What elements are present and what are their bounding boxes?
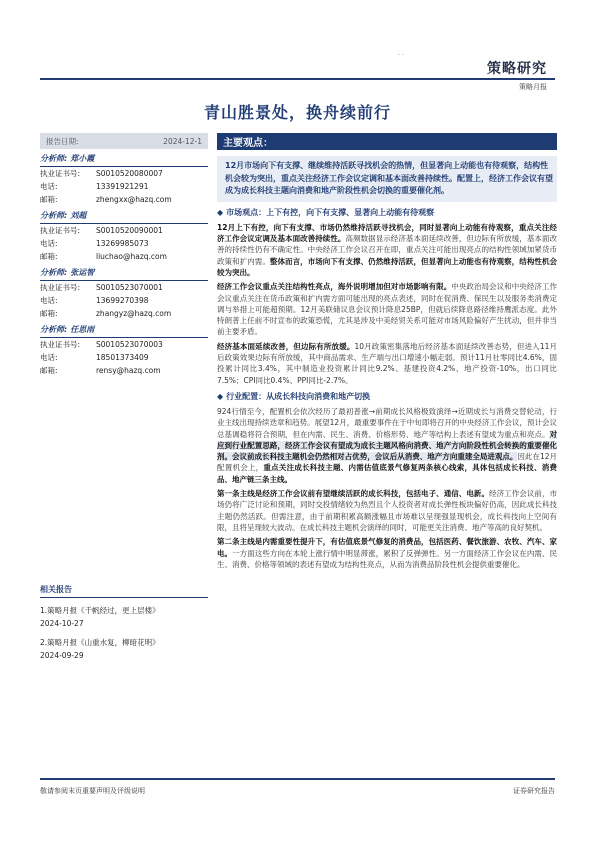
doc-subtype: 策略月报	[519, 83, 547, 91]
paragraph	[217, 341, 557, 386]
phone-value: 13699270398	[96, 296, 149, 305]
analyst-role: 分析师:	[40, 268, 68, 277]
para-text: 高频数据显示经济基本面延续改善，但边际有所放缓，基本面改善的持续性仍有不确定性。中央经济工作会议召开在即，重点关注可能出现亮点的结构性领域加紧货币政策和扩内需。	[217, 234, 558, 266]
analyst-email-row	[40, 250, 208, 263]
analyst-block	[40, 208, 208, 263]
analyst-license-row	[40, 338, 208, 351]
analyst-head	[40, 208, 208, 224]
para-text: 中央政治局会议和中央经济工作会议重点关注在货币政策和扩内需方面可能出现的亮点表述，同时在促消费、保民生以及服务类消费定调与举措上可能超预期。12月美联储议息会议预计降息25BP，但就后续降息路径维持鹰派态度。此外特朗普上任前不时宣布的政策恐慌，尤其是涉及中美经贸关系可能对市场风险偏好产生扰动，但并非当前主要矛盾。	[217, 282, 558, 337]
analyst-role: 分析师:	[40, 211, 68, 220]
para-bold: 第一条主线是经济工作会议前有望继续活跃的成长科技，包括电子、通信、电新。	[217, 489, 490, 499]
license-value: S0010523070003	[96, 340, 163, 349]
analyst-head	[40, 151, 208, 167]
email-label: 邮箱:	[40, 309, 58, 318]
license-label: 执业证书号:	[40, 169, 81, 178]
para-bold: 经济工作会议重点关注结构性亮点，海外说明增加但对市场影响有限。	[217, 282, 452, 292]
report-date-label: 报告日期:	[46, 136, 79, 146]
analyst-name: 郑小霞	[70, 154, 95, 163]
report-date-bar	[40, 133, 208, 149]
para-bold: 12月上下有控，向下有支撑、市场仍然维持活跃寻找机会，同时显著向上动能有待观察，重点关注经济工作会议定调及基本面改善持续性。	[217, 222, 557, 244]
analyst-email-row	[40, 193, 208, 206]
license-value: S0010523070001	[96, 283, 163, 292]
analyst-head	[40, 322, 208, 338]
email-link[interactable]: zhangyz@hazq.com	[96, 309, 172, 318]
phone-value: 13269985073	[96, 239, 149, 248]
sidebar	[40, 133, 208, 662]
footer-disclaimer: 敬请参阅末页重要声明及评级说明	[40, 787, 145, 795]
summary-box	[217, 156, 557, 202]
analyst-block	[40, 322, 208, 377]
related-report-date: 2024-09-29	[40, 651, 84, 660]
para-text: 因此在12月配置机会上，	[217, 452, 558, 473]
para-highlight: 对应到行业配置思路，经济工作会议有望成为成长主题风格向消费、地产方向阶段性机会转换的重要催化剂。会议前成长科技主题机会仍然相对占优势，会议后从消费、地产方向重建全局进观点。	[217, 429, 557, 462]
email-label: 邮箱:	[40, 366, 58, 375]
para-text: 一方面这些方向在本轮上涨行情中明显滞涨，累积了反弹弹性。另一方面经济工作会议在内需、民生、消费、价格等领域的表述有望成为结构性亮点，从而为消费品阶段性机会提供重要催化。	[217, 548, 558, 569]
related-report-item[interactable]	[40, 604, 208, 630]
para-bold: 重点关注成长科技主题、内需估值底景气修复两条核心线索，具体包括成长科技、消费品、地产链三条主线。	[217, 463, 558, 484]
analyst-head	[40, 265, 208, 281]
paragraph	[217, 536, 557, 570]
analyst-phone-row	[40, 237, 208, 250]
analyst-license-row	[40, 281, 208, 294]
summary-text: 12月市场向下有支撑、继续维持活跃寻找机会的热情，但显著向上动能也有待观察，结构性机会较为突出，重点关注经济工作会议定调和基本面改善持续性。配置上，经济工作会议有望成为成长科技主题向消费和地产阶段性机会切换的重要催化剂。	[225, 161, 553, 196]
page-title: 青山胜景处，换舟续前行	[203, 103, 391, 122]
analyst-name: 刘超	[70, 211, 87, 220]
bullet-heading-industry	[217, 391, 557, 403]
diamond-bullet-icon: ◆	[217, 207, 224, 217]
related-report-title[interactable]: 1.策略月报《千帆经过，更上层楼》	[40, 606, 160, 615]
header-mark: - -	[398, 51, 405, 58]
phone-label: 电话:	[40, 182, 58, 191]
para-text: 924行情至今，配置机会依次经历了最初普涨→前期成长风格极致演绎→近期成长与消费交替轮动，行业主线出现持续迭章和趋势。展望12月，最重要事件在于中旬即将召开的中央经济工作会议，预计会议总基调稳将符合预期，但在内需、民生、消费、价格形势、地产等结构上表述有望成为重点和亮点。	[217, 406, 557, 439]
related-report-item[interactable]	[40, 636, 208, 662]
analyst-role: 分析师:	[40, 325, 68, 334]
analyst-license-row	[40, 224, 208, 237]
analyst-phone-row	[40, 294, 208, 307]
analyst-phone-row	[40, 180, 208, 193]
footer-doc-label: 证券研究报告	[513, 787, 555, 795]
analyst-name: 任思雨	[70, 325, 95, 334]
bullet-heading-text: 行业配置：从成长科技向消费和地产切换	[226, 391, 371, 401]
doc-type: 策略研究	[487, 61, 547, 77]
email-label: 邮箱:	[40, 195, 58, 204]
phone-value: 18501373409	[96, 353, 149, 362]
analyst-block	[40, 151, 208, 206]
analyst-phone-row	[40, 351, 208, 364]
bullet-heading-market	[217, 207, 557, 219]
license-value: S0010520090001	[96, 226, 163, 235]
phone-label: 电话:	[40, 353, 58, 362]
analyst-role: 分析师:	[40, 154, 68, 163]
related-reports-head: 相关报告	[40, 582, 208, 598]
para-bold: 整体而言，市场向下有支撑、仍然维持活跃，但显著向上动能也有待观察，结构性机会较为突出。	[217, 256, 558, 277]
report-date-value: 2024-12-1	[163, 136, 202, 146]
main-content	[217, 133, 557, 570]
phone-value: 13391921291	[96, 182, 149, 191]
license-value: S0010520080007	[96, 169, 163, 178]
paragraph	[217, 488, 557, 533]
paragraph	[217, 222, 557, 278]
phone-label: 电话:	[40, 239, 58, 248]
analyst-block	[40, 265, 208, 320]
section-title-bar: 主要观点：	[217, 133, 557, 150]
related-report-title[interactable]: 2.策略月报《山重水复，柳暗花明》	[40, 638, 160, 647]
email-label: 邮箱:	[40, 252, 58, 261]
license-label: 执业证书号:	[40, 283, 81, 292]
paragraph	[217, 406, 557, 485]
header-rule	[40, 78, 555, 80]
para-text: 10月政策密集落地后经济基本面延续改善态势，但进入11月后政策效果边际有所放缓，其中商品需求、生产端与出口增速小幅走弱。预计11月社零同比4.6%，固投累计同比3.4%，其中制造业投资累计同比9.2%、基建投资4.2%、地产投资-10%，出口同比7.5%；CPI同比0.4%、PPI同比-2.7%。	[217, 341, 558, 385]
license-label: 执业证书号:	[40, 340, 81, 349]
bullet-heading-text: 市场观点：上下有控，向下有支撑、显著向上动能有待观察	[226, 207, 435, 217]
para-text: 经济工作会议前，市场仍将广泛讨论和预期，同时交投情绪较为热烈且个人投资者对成长弹性板块偏好仍高，因此成长科技主题仍然活跃。但需注意，由于前期积累高额涨幅且市场难以呈现强显现机会，成长科技向上空间有限，且将呈现较大波动。在成长科技主题机会演绎的同时，可能更关注消费、地产等高的良好契机。	[217, 489, 558, 532]
analyst-name: 张运智	[70, 268, 95, 277]
license-label: 执业证书号:	[40, 226, 81, 235]
diamond-bullet-icon: ◆	[217, 391, 224, 401]
email-link[interactable]: liuchao@hazq.com	[96, 252, 167, 261]
para-bold: 经济基本面延续改善，但边际有所放缓。	[217, 341, 355, 351]
related-report-date: 2024-10-27	[40, 619, 84, 628]
paragraph	[217, 281, 557, 337]
email-link[interactable]: zhengxx@hazq.com	[96, 195, 172, 204]
analyst-email-row	[40, 364, 208, 377]
para-bold: 第二条主线是内需重要性提升下，有估值底景气修复的消费品，包括医药、餐饮旅游、农牧、汽车、家电。	[217, 537, 557, 558]
analyst-email-row	[40, 307, 208, 320]
phone-label: 电话:	[40, 296, 58, 305]
footer-rule	[40, 778, 555, 780]
analyst-license-row	[40, 167, 208, 180]
email-link[interactable]: rensy@hazq.com	[96, 366, 161, 375]
